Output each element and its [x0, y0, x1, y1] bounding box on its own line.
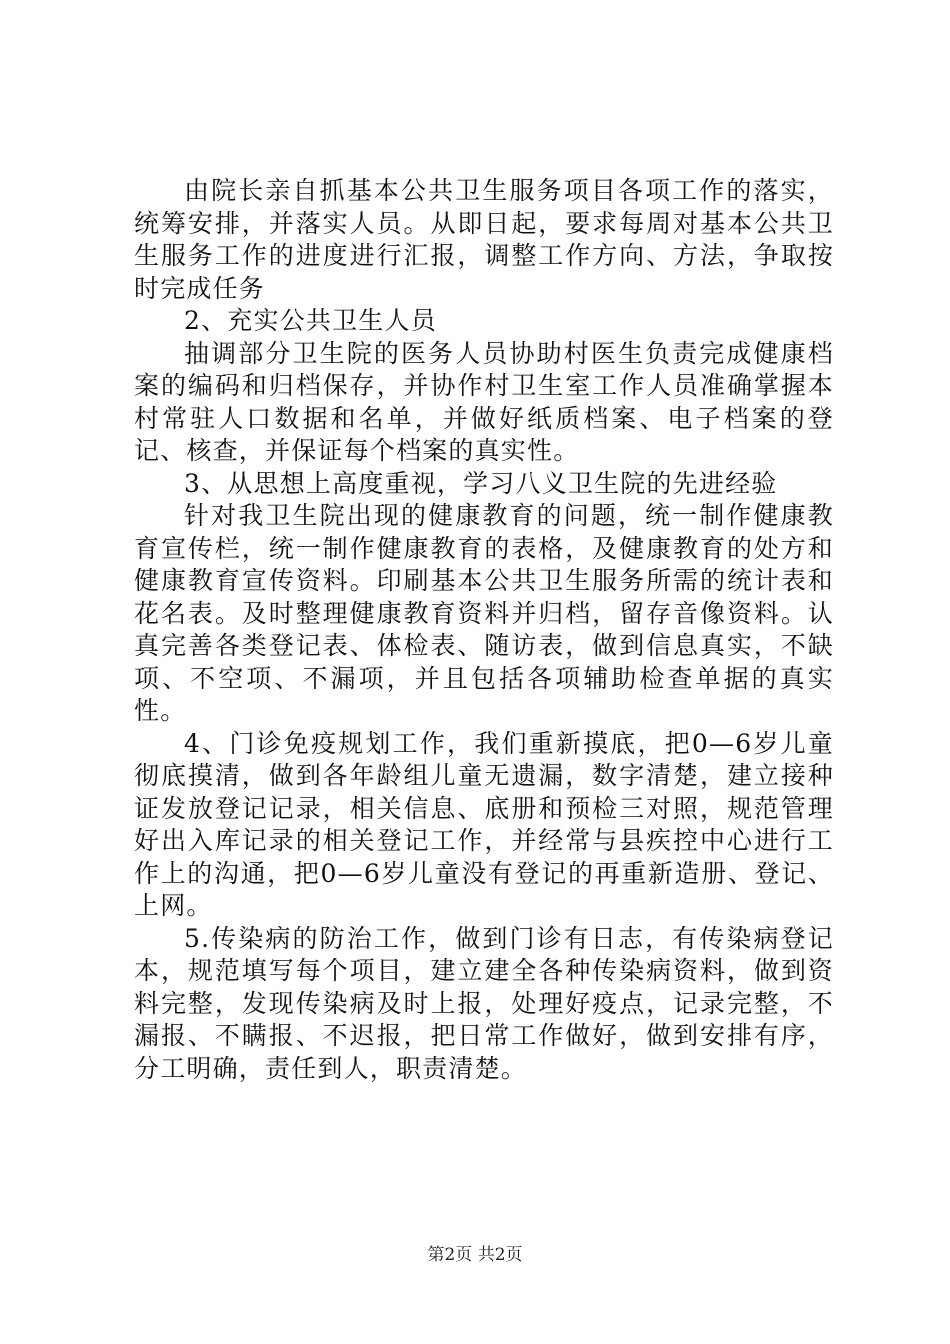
document-body — [134, 175, 834, 1085]
paragraph-immunization: 4、门诊免疫规划工作，我们重新摸底，把0—6岁儿童彻底摸清，做到各年龄组儿童无遗漏，数字清楚，建立接种证发放登记记录，相关信息、底册和预检三对照，规范管理好出入库记录的相关登记工作，并经常与县疾控中心进行工作上的沟通，把0—6岁儿童没有登记的再重新造册、登记、上网。 — [134, 728, 834, 920]
heading-experience: 3、从思想上高度重视，学习八义卫生院的先进经验 — [184, 468, 778, 498]
heading-staffing: 2、充实公共卫生人员 — [184, 306, 437, 335]
paragraph-leadership: 由院长亲自抓基本公共卫生服务项目各项工作的落实，统筹安排，并落实人员。从即日起，要求每周对基本公共卫生服务工作的进度进行汇报，调整工作方向、方法，争取按时完成任务 — [134, 176, 834, 303]
paragraph-health-education: 针对我卫生院出现的健康教育的问题，统一制作健康教育宣传栏，统一制作健康教育的表格，及健康教育的处方和健康教育宣传资料。印刷基本公共卫生服务所需的统计表和花名表。及时整理健康教育资料并归档，留存音像资料。认真完善各类登记表、体检表、随访表，做到信息真实，不缺项、不空项、不漏项，并且包括各项辅助检查单据的真实性。 — [134, 501, 834, 725]
paragraph-infectious-disease: 5.传染病的防治工作，做到门诊有日志，有传染病登记本，规范填写每个项目，建立建全各种传染病资料，做到资料完整，发现传染病及时上报，处理好疫点，记录完整，不漏报、不瞒报、不迟报，把日常工作做好，做到安排有序，分工明确，责任到人，职责清楚。 — [134, 923, 834, 1083]
paragraph-staffing: 抽调部分卫生院的医务人员协助村医生负责完成健康档案的编码和归档保存，并协作村卫生室工作人员准确掌握本村常驻人口数据和名单，并做好纸质档案、电子档案的登记、核查，并保证每个档案的真实性。 — [134, 338, 834, 465]
page-number-footer: 第2页 共2页 — [427, 1245, 523, 1265]
